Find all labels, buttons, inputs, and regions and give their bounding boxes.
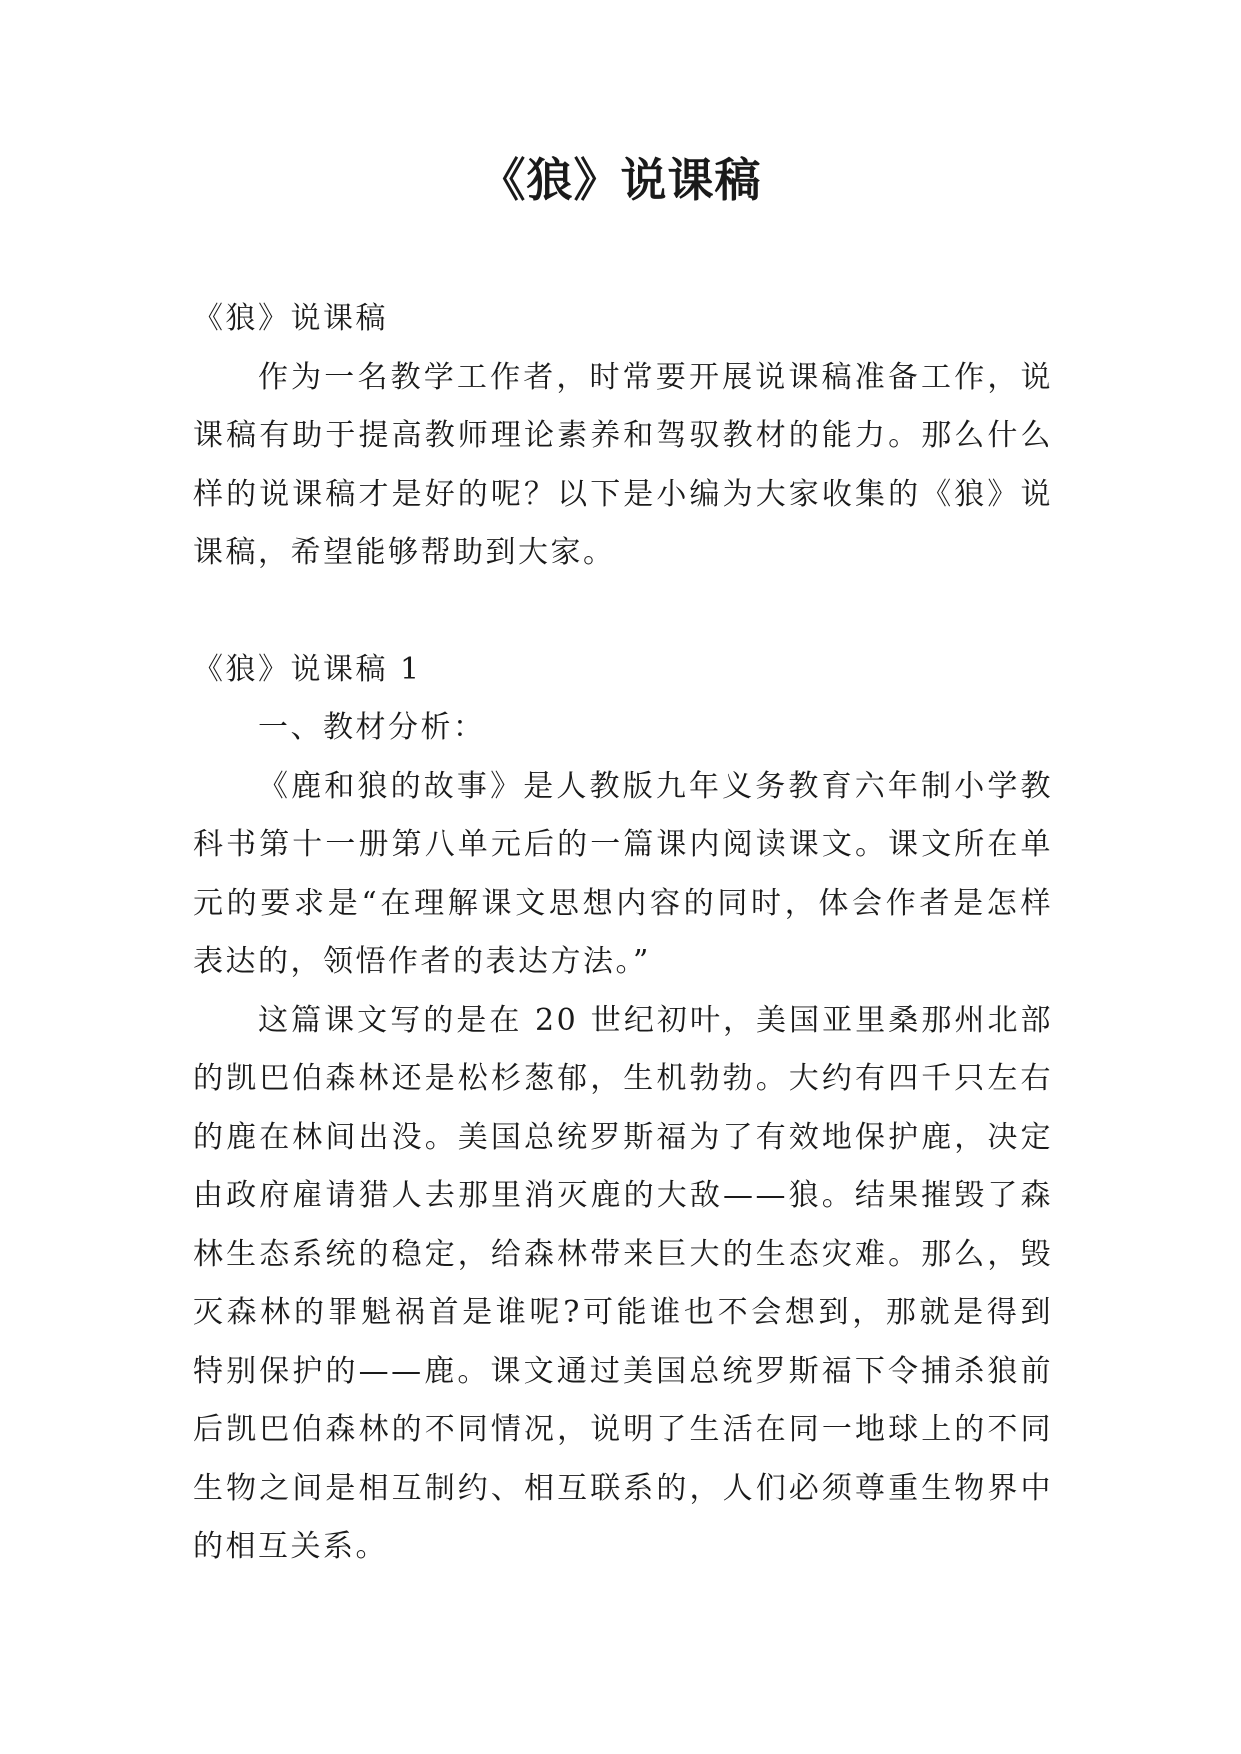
body-paragraph: 《鹿和狼的故事》是人教版九年义务教育六年制小学教科书第十一册第八单元后的一篇课内阅读课文。课文所在单元的要求是“在理解课文思想内容的同时，体会作者是怎样表达的，领悟作者的表达方法。”: [193, 768, 1053, 979]
body-paragraph: 这篇课文写的是在 20 世纪初叶，美国亚里桑那州北部的凯巴伯森林还是松杉葱郁，生机勃勃。大约有四千只左右的鹿在林间出没。美国总统罗斯福为了有效地保护鹿，决定由政府雇请猎人去那里消灭鹿的大敌——狼。结果摧毁了森林生态系统的稳定，给森林带来巨大的生态灾难。那么，毁灭森林的罪魁祸首是谁呢?可能谁也不会想到，那就是得到特别保护的——鹿。课文通过美国总统罗斯福下令捕杀狼前后凯巴伯森林的不同情况，说明了生活在同一地球上的不同生物之间是相互制约、相互联系的，人们必须尊重生物界中的相互关系。: [193, 1002, 1053, 1564]
section-spacer: [193, 583, 1053, 641]
intro-heading: 《狼》说课稿: [193, 301, 388, 336]
document-title: 《狼》说课稿: [479, 153, 762, 207]
subsection-heading: 一、教材分析：: [258, 710, 486, 745]
document-body: [193, 290, 1053, 1577]
intro-paragraph: 作为一名教学工作者，时常要开展说课稿准备工作，说课稿有助于提高教师理论素养和驾驭教材的能力。那么什么样的说课稿才是好的呢？以下是小编为大家收集的《狼》说课稿，希望能够帮助到大家。: [193, 359, 1053, 570]
section-heading: 《狼》说课稿 1: [193, 651, 422, 687]
